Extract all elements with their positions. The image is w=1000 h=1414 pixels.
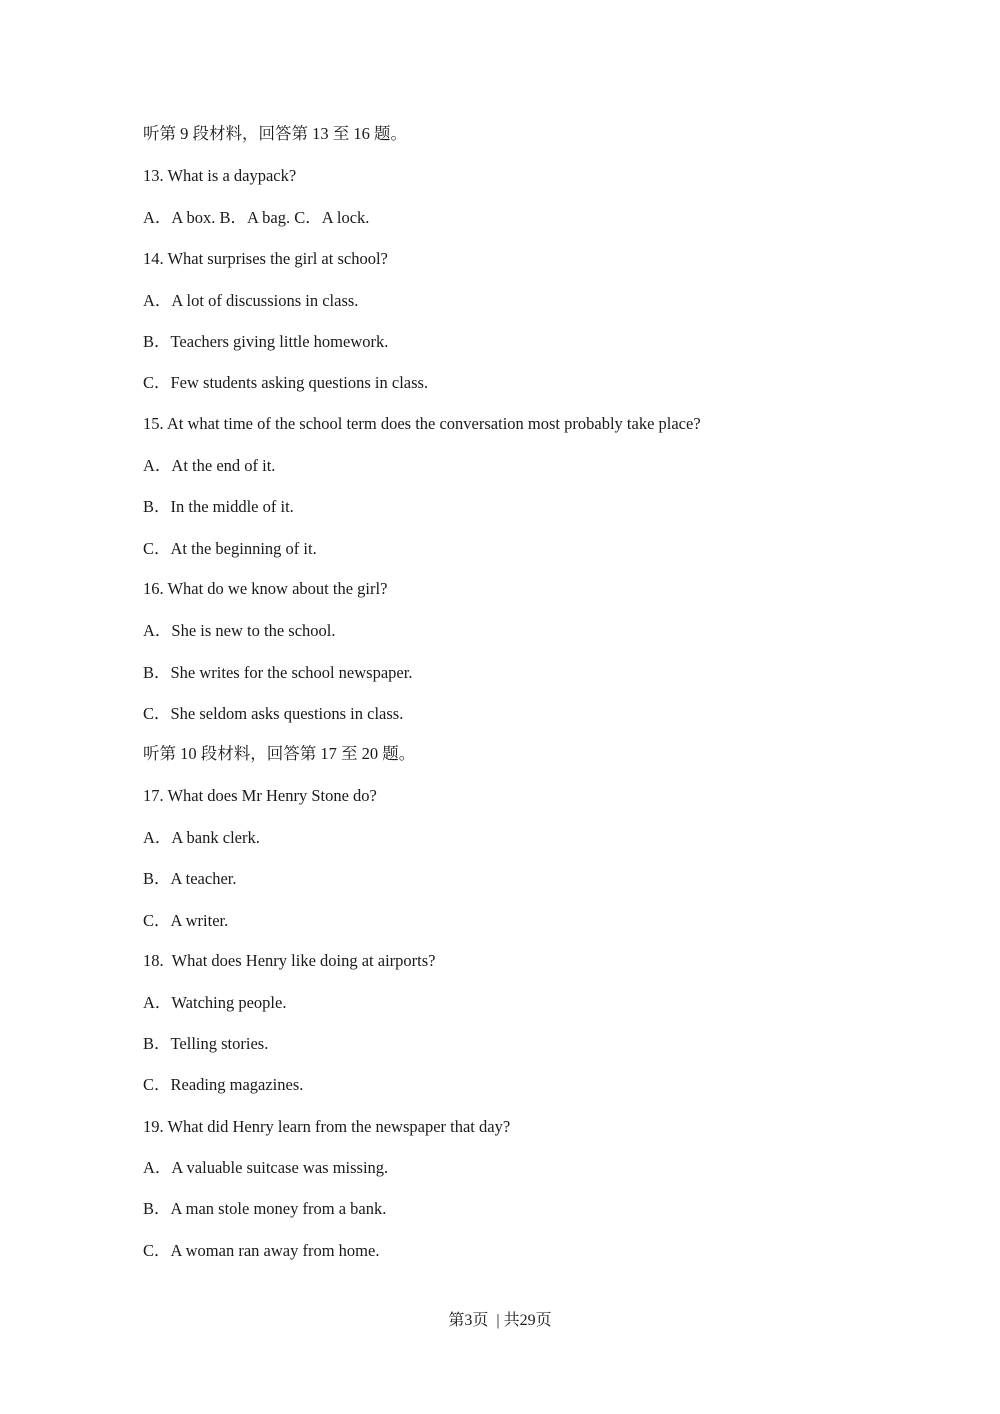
section-heading: 听第 9 段材料，回答第 13 至 16 题。 [143, 124, 407, 143]
question-15-option-b: B．In the middle of it. [143, 497, 294, 516]
question-16-option-c: C．She seldom asks questions in class. [143, 704, 404, 723]
question-16-option-b: B．She writes for the school newspaper. [143, 663, 413, 682]
question-16-option-a: A．She is new to the school. [143, 621, 336, 640]
question-19-option-b: B．A man stole money from a bank. [143, 1199, 387, 1218]
question-15-option-a: A．At the end of it. [143, 456, 276, 475]
question-14-option-b: B．Teachers giving little homework. [143, 332, 389, 351]
page-footer: 第3页 | 共29页 [448, 1312, 552, 1329]
question-13-options: A．A box. B．A bag. C．A lock. [143, 208, 370, 227]
question-15: 15. At what time of the school term does the conversation most probably take place? [143, 414, 701, 433]
question-19: 19. What did Henry learn from the newspaper that day? [143, 1117, 511, 1136]
question-19-option-c: C．A woman ran away from home. [143, 1241, 380, 1260]
section-heading: 听第 10 段材料，回答第 17 至 20 题。 [143, 744, 416, 763]
question-14-option-c: C．Few students asking questions in class. [143, 373, 429, 392]
question-17: 17. What does Mr Henry Stone do? [143, 786, 377, 805]
question-18: 18. What does Henry like doing at airports? [143, 951, 436, 970]
question-19-option-a: A．A valuable suitcase was missing. [143, 1158, 389, 1177]
question-15-option-c: C．At the beginning of it. [143, 539, 317, 558]
question-14: 14. What surprises the girl at school? [143, 249, 388, 268]
question-18-option-c: C．Reading magazines. [143, 1075, 304, 1094]
question-14-option-a: A．A lot of discussions in class. [143, 291, 359, 310]
question-18-option-a: A．Watching people. [143, 993, 287, 1012]
question-16: 16. What do we know about the girl? [143, 579, 388, 598]
question-17-option-c: C．A writer. [143, 911, 229, 930]
question-13: 13. What is a daypack? [143, 166, 297, 185]
question-17-option-b: B．A teacher. [143, 869, 237, 888]
question-17-option-a: A．A bank clerk. [143, 828, 260, 847]
question-18-option-b: B．Telling stories. [143, 1034, 269, 1053]
